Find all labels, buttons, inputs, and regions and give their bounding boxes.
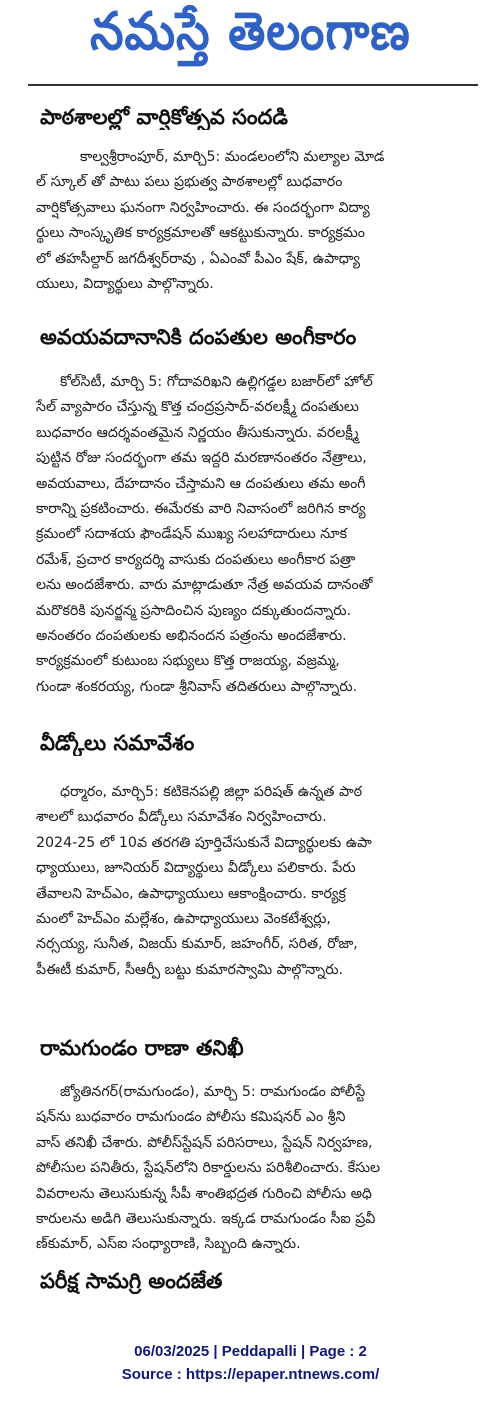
footer-source: Source : https://epaper.ntnews.com/ bbox=[121, 1366, 380, 1383]
article-line: యులు, విద్యార్థులు పాల్గొన్నారు. bbox=[36, 276, 214, 293]
article-line: ధ్యాయులు, జూనియర్ విద్యార్థులు వీడ్కోలు పలికారు. పేరు bbox=[36, 860, 356, 877]
article-line: అవయవాలు, దేహదానం చేస్తామని ఆ దంపతులు తమ అంగీ bbox=[36, 475, 366, 492]
article-line: రమేశ్, ప్రచార కార్యదర్శి వాసుకు దంపతులు అంగీకార పత్రా bbox=[36, 551, 356, 568]
article-line: బుధవారం ఆదర్శవంతమైన నిర్ణయం తీసుకున్నారు. వరలక్ష్మీ bbox=[36, 424, 359, 441]
article-line: మంలో హెచ్‌ఎం మల్లేశం, ఉపాధ్యాయులు వెంకటేశ్వర్లు, bbox=[36, 911, 331, 928]
article-line: తేవాలని హెచ్‌ఎం, ఉపాధ్యాయులు ఆకాంక్షించారు. కార్యక్ర bbox=[36, 885, 346, 902]
article-line: షన్‌ను బుధవారం రామగుండం పోలీసు కమిషనర్ ఎం శ్రీని bbox=[36, 1109, 346, 1126]
article-line: కారాన్ని ప్రకటించారు. ఈమేరకు వారి నివాసంలో జరిగిన కార్య bbox=[36, 501, 366, 518]
article-line: కార్యక్రమంలో కుటుంబ సభ్యులు కొత్త రాజయ్య, వజ్రమ్మ, bbox=[36, 653, 340, 670]
article-3-body bbox=[36, 780, 476, 983]
divider bbox=[28, 84, 478, 86]
article-line: ణ్‌కుమార్, ఎస్‌ఐ సంధ్యారాణి, సిబ్బంది ఉన్నారు. bbox=[36, 1236, 301, 1253]
article-1-headline: పాఠశాలల్లో వార్షికోత్సవ సందడి bbox=[40, 105, 288, 129]
masthead-title: నమస్తే తెలంగాణ bbox=[89, 1, 411, 62]
article-line: సేల్ వ్యాపారం చేస్తున్న కొత్త చంద్రప్రసాద్-వరలక్ష్మీ దంపతులు bbox=[36, 399, 359, 416]
article-line: పీఈటీ కుమార్, సీఆర్పీ బట్టు కుమారస్వామి పాల్గొన్నారు. bbox=[36, 961, 344, 978]
article-5-headline: పరీక్ష సామగ్రి అందజేత bbox=[40, 1269, 223, 1293]
article-4-headline: రామగుండం రాణా తనిఖీ bbox=[40, 1036, 244, 1060]
article-line: ధర్మారం, మార్చి5: కటికెనపల్లి జిల్లా పరిషత్ ఉన్నత పాఠ bbox=[60, 784, 363, 800]
article-line: ల్ స్కూల్ తో పాటు పలు ప్రభుత్వ పాఠశాలల్లో బుధవారం bbox=[36, 174, 343, 191]
article-line: వాస్ తనిఖీ చేశారు. పోలీస్‌స్టేషన్ పరిసరాలు, స్టేషన్ నిర్వహణ, bbox=[36, 1134, 373, 1151]
article-line: లను అందజేశారు. వారు మాట్లాడుతూ నేత్ర అవయవ దానంతో bbox=[36, 577, 373, 594]
article-2-headline: అవయవదానానికి దంపతుల అంగీకారం bbox=[40, 325, 357, 349]
article-1-body bbox=[36, 145, 476, 297]
article-line: శాలలో బుధవారం వీడ్కోలు సమావేశం నిర్వహించారు. bbox=[36, 809, 327, 826]
article-line: ర్థులు సాంస్కృతిక కార్యక్రమాలతో ఆకట్టుకున్నారు. కార్యక్రమం bbox=[36, 225, 365, 242]
article-line: క్రమంలో సదాశయ ఫౌండేషన్ ముఖ్య సలహాదారులు నూక bbox=[36, 526, 348, 543]
article-4-body bbox=[36, 1080, 476, 1258]
article-3-headline: వీడ్కోలు సమావేశం bbox=[40, 731, 195, 755]
article-2-body bbox=[36, 370, 476, 700]
article-line: మరొకరికి పునర్జన్మ ప్రసాదించిన పుణ్యం దక్కుతుందన్నారు. bbox=[36, 602, 352, 619]
article-line: వార్షికోత్సవాలు ఘనంగా నిర్వహించారు. ఈ సందర్భంగా విద్యా bbox=[36, 199, 370, 216]
article-line: అనంతరం దంపతులకు అభినందన పత్రంను అందజేశారు. bbox=[36, 628, 347, 645]
article-line: పోలీసుల పనితీరు, స్టేషన్‌లోని రికార్డులను పరిశీలించారు. కేసుల bbox=[36, 1160, 381, 1177]
article-line: గుండా శంకరయ్య, గుండా శ్రీనివాస్ తదితరులు పాల్గొన్నారు. bbox=[36, 678, 358, 695]
article-line: 2024-25 లో 10వ తరగతి పూర్తిచేసుకునే విద్యార్థులకు ఉపా bbox=[36, 834, 372, 851]
article-line: కోల్‌సిటీ, మార్చి 5: గోదావరిఖని ఉల్లిగడ్డల బజార్‌లో హోల్ bbox=[60, 374, 373, 390]
article-line: జ్యోతినగర్(రామగుండం), మార్చి 5: రామగుండం పోలీస్టే bbox=[60, 1084, 366, 1100]
article-line: లో తహసీల్దార్ జగదీశ్వర్‌రావు , ఏఎంవో పీఎం షేక్, ఉపాధ్యా bbox=[36, 250, 361, 267]
article-line: నర్సయ్య, సునీత, విజయ్ కుమార్, జహంగీర్, సరిత, రోజా, bbox=[36, 936, 358, 953]
article-line: పుట్టిన రోజు సందర్భంగా తమ ఇద్దరి మరణానంతరం నేత్రాలు, bbox=[36, 450, 367, 467]
article-line: వివరాలను తెలుసుకున్న సీపీ శాంతిభద్రత గురించి పోలీసు అధి bbox=[36, 1185, 372, 1202]
footer-date-edition: 06/03/2025 | Peddapalli | Page : 2 bbox=[134, 1343, 367, 1360]
article-line: కారులను అడిగి తెలుసుకున్నారు. ఇక్కడ రామగుండం సీఐ ప్రవీ bbox=[36, 1211, 376, 1228]
article-line: కాల్వశ్రీరాంపూర్, మార్చి5: మండలంలోని మల్యాల మోడ bbox=[80, 149, 385, 165]
masthead bbox=[20, 2, 480, 74]
